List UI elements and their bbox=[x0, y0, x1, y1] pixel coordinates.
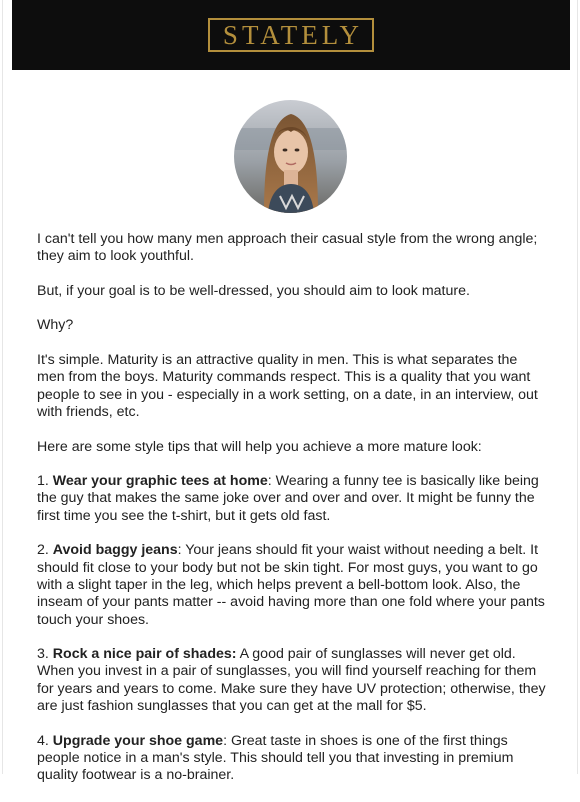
tip-body: A good pair of sunglasses will never get old. When you invest in a pair of sunglasses, you will find yourself reaching for them for years and years to come. Make sure they have UV protection; otherwise, they are just fashion sunglasses that you can get at the mall for $5. bbox=[37, 646, 546, 715]
tip-separator: : bbox=[267, 473, 276, 490]
paragraph-intro: I can't tell you how many men approach their casual style from the wrong angle; they aim to look youthful. bbox=[37, 231, 538, 265]
tip-title: Wear your graphic tees at home bbox=[52, 473, 268, 490]
tip-number: 2. bbox=[37, 542, 53, 559]
tip-number: 1. bbox=[37, 473, 53, 490]
tip-item bbox=[37, 542, 547, 628]
header-banner bbox=[12, 0, 570, 70]
tip-item bbox=[37, 733, 547, 785]
tip-body: Wearing a funny tee is basically like being the guy that makes the same joke over and over and over. It might be funny the first time you see the t-shirt, but it gets old fast. bbox=[37, 473, 539, 524]
tip-item bbox=[37, 473, 547, 525]
tip-number: 3. bbox=[37, 646, 53, 663]
paragraph-maturity: It's simple. Maturity is an attractive quality in men. This is what separates the men from the boys. Maturity commands respect. This is a quality that you want people to see in you - especially in a work setting, on a date, in an interview, out with friends, etc. bbox=[37, 352, 538, 420]
tip-item bbox=[37, 646, 547, 715]
tip-body: Great taste in shoes is one of the first things people notice in a man's style. This should tell you that investing in premium quality footwear is a no-brainer. bbox=[37, 732, 514, 784]
paragraph-goal: But, if your goal is to be well-dressed, you should aim to look mature. bbox=[37, 282, 470, 299]
tip-title: Avoid baggy jeans bbox=[52, 542, 178, 559]
tip-number: 4. bbox=[37, 732, 53, 749]
tip-title: Upgrade your shoe game bbox=[52, 732, 224, 749]
paragraph-tips-intro: Here are some style tips that will help you achieve a more mature look: bbox=[37, 438, 482, 455]
tip-separator: : bbox=[177, 542, 186, 559]
tip-body: Your jeans should fit your waist without needing a belt. It should fit close to your body but not be skin tight. For most guys, you want to go with a slight taper in the leg, which helps prevent a bell-bottom look. Also, the inseam of your pants matter -- avoid having more than one fold where your pants touch your shoes. bbox=[37, 542, 545, 628]
article-body bbox=[37, 231, 547, 802]
tip-title: Rock a nice pair of shades: bbox=[52, 646, 237, 663]
author-avatar-photo bbox=[234, 100, 347, 213]
brand-logo[interactable] bbox=[208, 18, 374, 52]
author-avatar bbox=[234, 100, 347, 213]
tip-separator: : bbox=[223, 732, 231, 749]
brand-logo-text: STATELY bbox=[222, 19, 364, 50]
paragraph-why: Why? bbox=[37, 317, 74, 334]
